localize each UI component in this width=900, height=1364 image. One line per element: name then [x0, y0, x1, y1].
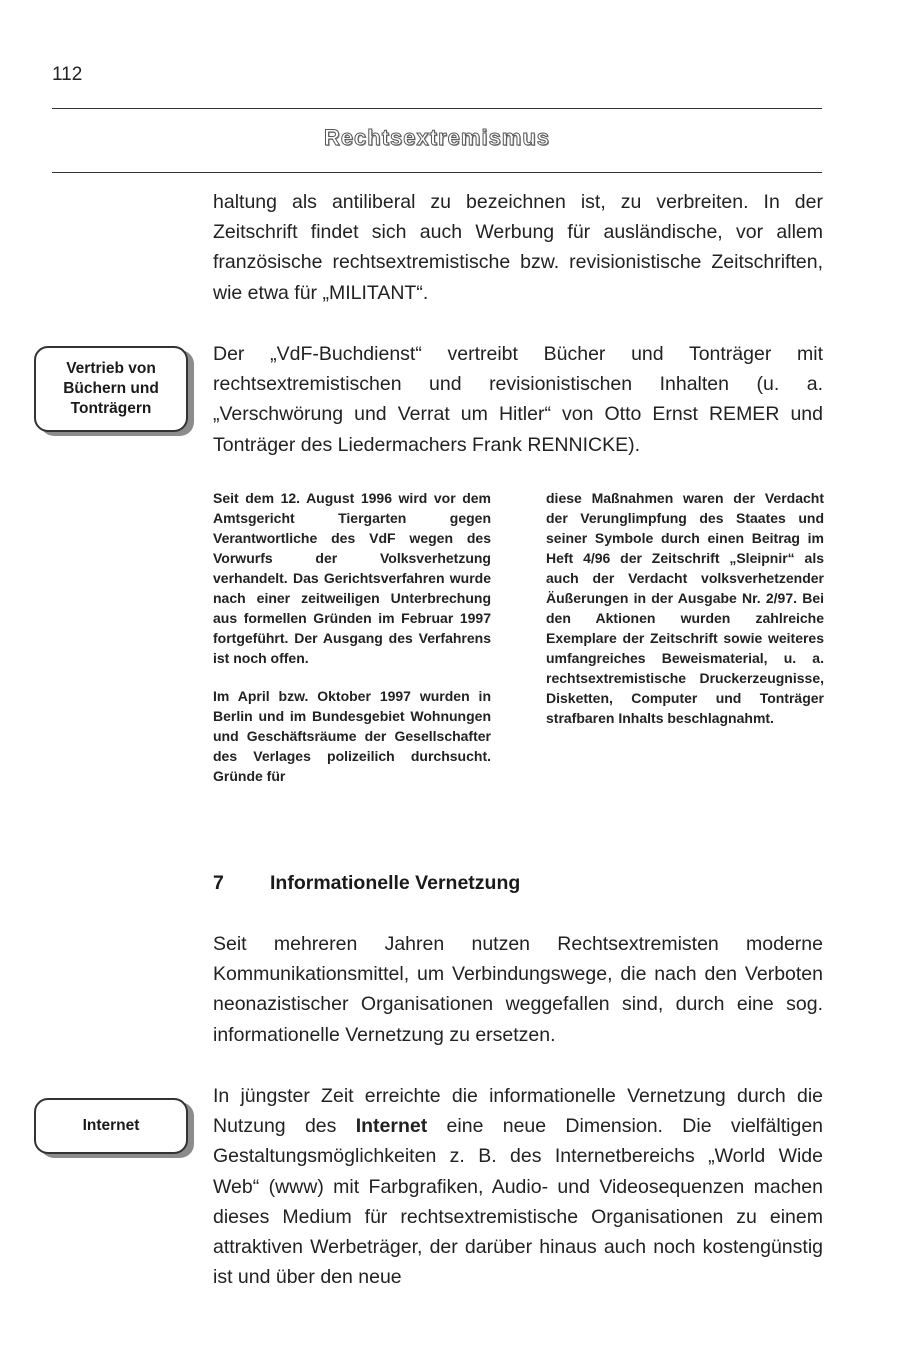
boxed-text-right-column	[546, 488, 824, 746]
section-title: Informationelle Vernetzung	[270, 872, 521, 894]
boxed-text-left-column	[213, 488, 491, 804]
boxed-text-paragraph: diese Maßnahmen waren der Verdacht der Verunglimpfung des Staates und seiner Symbole durch einen Beitrag im Heft 4/96 der Zeitschrift „Sleipnir“ als auch der Verdacht volksverhetzender Äußerungen in der Ausgabe Nr. 2/97. Bei den Aktionen wurden zahlreiche Exemplare der Zeitschrift sowie weiteres umfangreiches Beweismaterial, u. a. rechtsextremistische Druckerzeugnisse, Disketten, Computer und Tonträger strafbaren Inhalts beschlagnahmt.	[546, 490, 824, 726]
section-number: 7	[213, 872, 224, 894]
body-paragraph-vdf-buchdienst: Der „VdF-Buchdienst“ vertreibt Bücher und Tonträger mit rechtsextremistischen und revisionistischen Inhalten (u. a. „Verschwörung und Verrat um Hitler“ von Otto Ernst REMER und Tonträger des Liedermachers Frank RENNICKE).	[213, 343, 823, 456]
header-rule-top	[52, 108, 822, 109]
paragraph-text: In jüngster Zeit erreichte die informationelle Vernetzung durch die Nutzung des	[213, 1085, 823, 1138]
boxed-text-paragraph: Seit dem 12. August 1996 wird vor dem Amtsgericht Tiergarten gegen Verantwortliche des VdF wegen des Vorwurfs der Volksverhetzung verhandelt. Das Gerichtsverfahren wurde nach einer zeitweiligen Unterbrechung aus formellen Gründen im Februar 1997 fortgeführt. Der Ausgang des Verfahrens ist noch offen.	[213, 490, 491, 666]
body-paragraph-continuation: haltung als antiliberal zu bezeichnen ist, zu verbreiten. In der Zeitschrift findet sich auch Werbung für ausländische, vor allem französische rechtsextremistische bzw. revisionistische Zeitschriften, wie etwa für „MILITANT“.	[213, 191, 823, 304]
body-paragraph-internet	[213, 1081, 823, 1292]
margin-note-line: Büchern und	[63, 380, 159, 397]
margin-note-vertrieb	[34, 346, 188, 432]
section-heading	[213, 872, 520, 895]
margin-note-label: Internet	[82, 1117, 140, 1134]
boxed-text-paragraph: Im April bzw. Oktober 1997 wurden in Berlin und im Bundesgebiet Wohnungen und Geschäftsräume der Gesellschafter des Verlages polizeilich durchsucht. Gründe für	[213, 688, 491, 784]
body-paragraph-vernetzung: Seit mehreren Jahren nutzen Rechtsextremisten moderne Kommunikationsmittel, um Verbindungswege, die nach den Verboten neonazistischer Organisationen weggefallen sind, durch eine sog. informationelle Vernetzung zu ersetzen.	[213, 933, 823, 1046]
paragraph-text: eine neue Dimension. Die vielfältigen Gestaltungsmöglichkeiten z. B. des Internetbereichs „World Wide Web“ (www) mit Farbgrafiken, Audio- und Videosequenzen machen dieses Medium für rechtsextremistische Organisationen zu einem attraktiven Werbeträger, der darüber hinaus auch noch kostengünstig ist und über den neue	[213, 1115, 824, 1289]
header-rule-bottom	[52, 172, 822, 173]
margin-note-line: Vertrieb von	[66, 360, 156, 377]
margin-note-internet	[34, 1098, 188, 1154]
margin-note-line: Tonträgern	[70, 400, 152, 417]
bold-term-internet: Internet	[355, 1115, 428, 1138]
page-number: 112	[52, 64, 83, 85]
running-title: Rechtsextremismus	[323, 125, 551, 150]
